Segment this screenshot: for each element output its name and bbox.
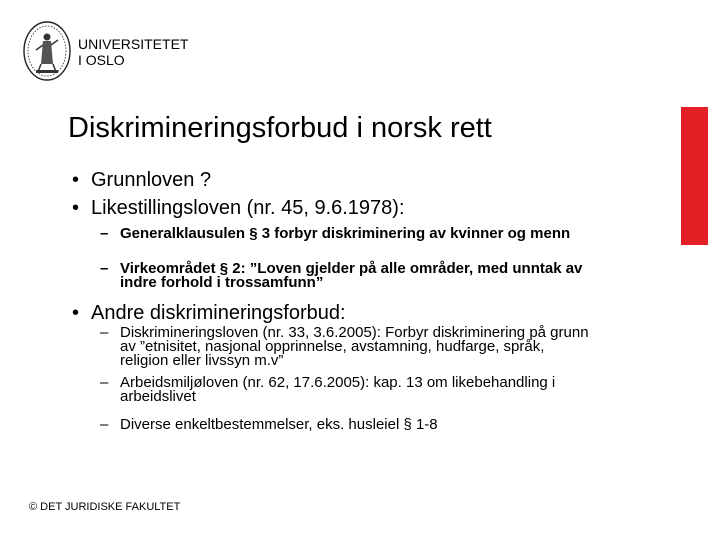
bullet-marker: – [100, 324, 109, 341]
bullet-text: Likestillingsloven (nr. 45, 9.6.1978): [91, 197, 405, 219]
bullet-text: Andre diskrimineringsforbud: [91, 302, 346, 324]
bullet-marker: • [72, 302, 80, 324]
institution-line1: UNIVERSITETET [78, 36, 189, 52]
institution-line2: I OSLO [78, 52, 125, 68]
slide-title: Diskrimineringsforbud i norsk rett [68, 112, 492, 144]
university-seal-icon [22, 20, 72, 82]
accent-bar [681, 107, 708, 245]
bullet-marker: – [100, 225, 109, 242]
bullet-text: Grunnloven ? [91, 169, 212, 191]
bullet-text: Arbeidsmiljøloven (nr. 62, 17.6.2005): kap. 13 om likebehandling i arbeidslivet [120, 374, 556, 405]
bullet-marker: – [100, 416, 109, 433]
bullet-marker: • [72, 169, 80, 191]
bullet-text: Generalklausulen § 3 forbyr diskriminering av kvinner og menn [120, 225, 571, 242]
bullet-text: Diskrimineringsloven (nr. 33, 3.6.2005): Forbyr diskriminering på grunn av ”etnisitet, nasjonal opprinnelse, avstamning, hudfarge, språk, religion eller livssyn m.v” [120, 324, 589, 369]
bullet-text: Virkeområdet § 2: ”Loven gjelder på alle områder, med unntak av indre forhold i trossamfunn” [120, 260, 583, 291]
bullet-marker: • [72, 197, 80, 219]
footer-copyright: © DET JURIDISKE FAKULTET [29, 501, 181, 513]
bullet-text: Diverse enkeltbestemmelser, eks. husleiel § 1-8 [120, 416, 438, 433]
bullet-marker: – [100, 374, 109, 391]
institution-name [78, 36, 188, 68]
bullet-marker: – [100, 260, 109, 277]
